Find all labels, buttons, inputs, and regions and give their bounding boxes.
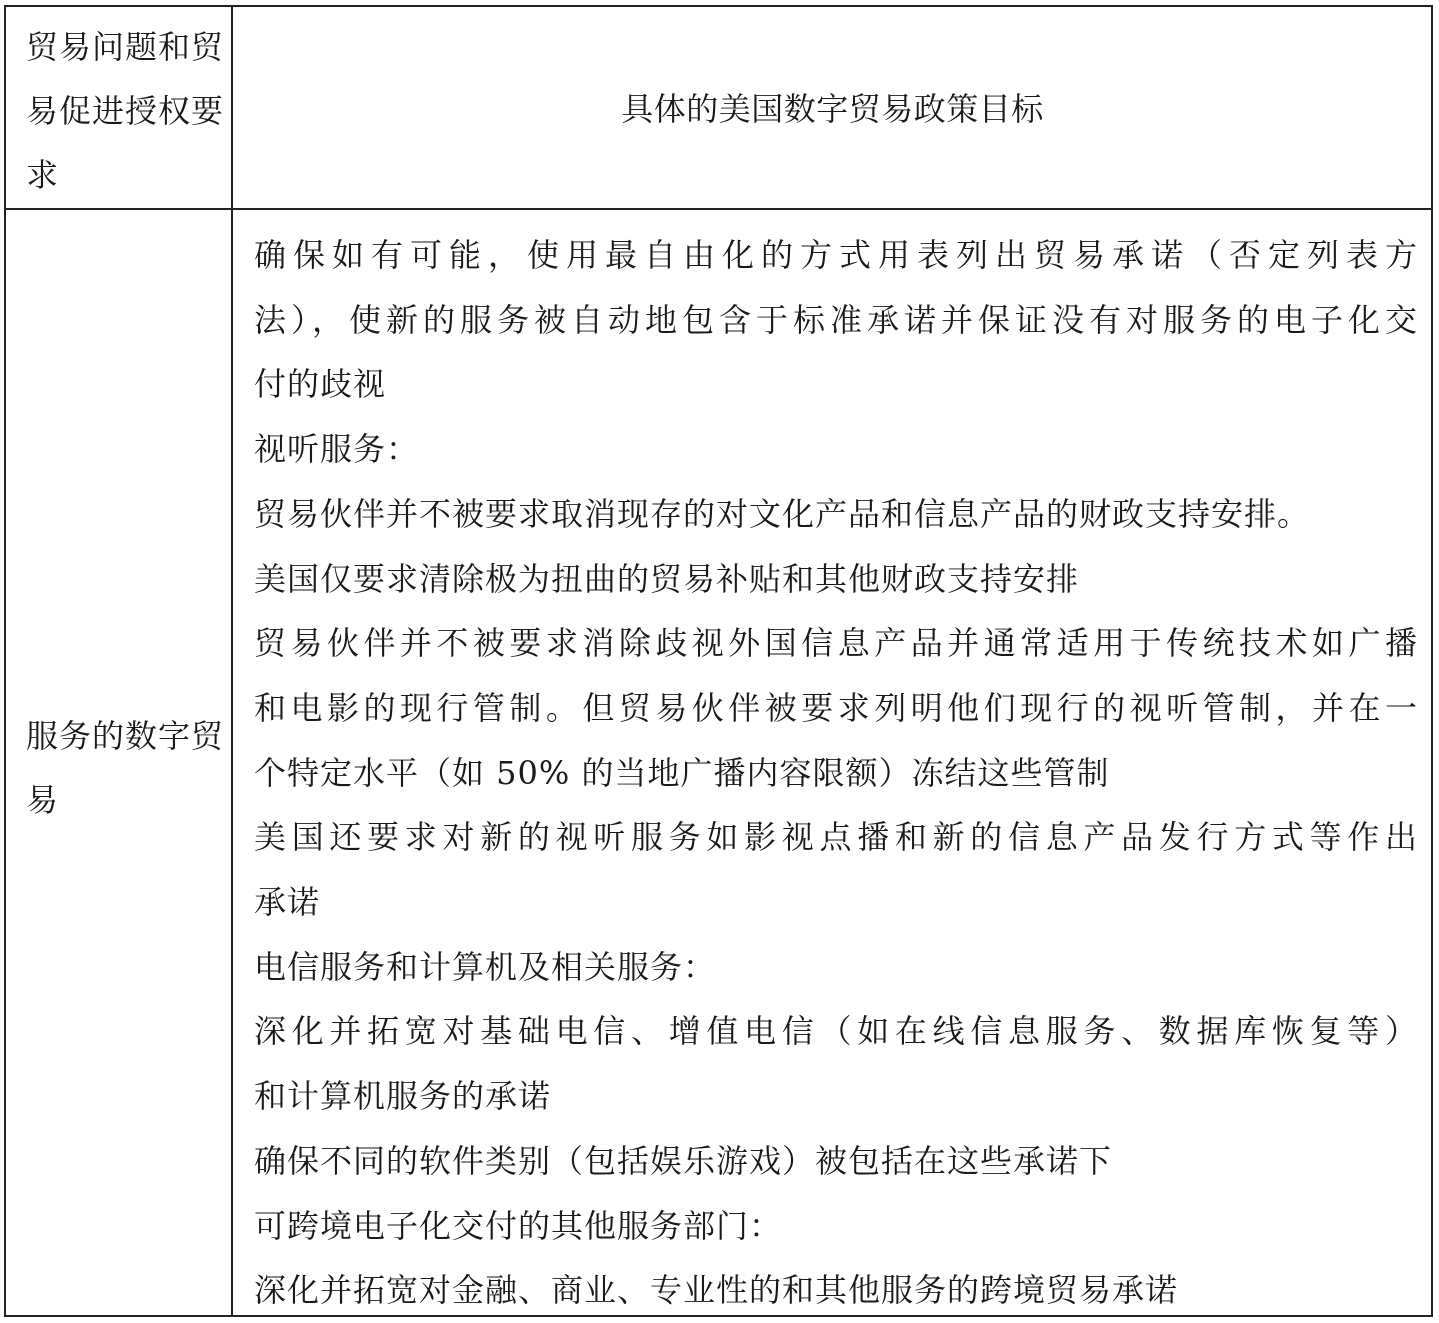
objective-line: 可跨境电子化交付的其他服务部门： (254, 1206, 783, 1245)
objective-line: 承诺 (254, 883, 321, 922)
objective-line: 和电影的现行管制。但贸易伙伴被要求列明他们现行的视听管制，并在一 (254, 688, 1418, 727)
column-divider (231, 7, 233, 1315)
objective-line: 贸易伙伴并不被要求消除歧视外国信息产品并通常适用于传统技术如广播 (254, 624, 1418, 663)
row-issue-label: 服务的数字贸易 (26, 717, 225, 819)
objective-line: 确保不同的软件类别（包括娱乐游戏）被包括在这些承诺下 (254, 1141, 1113, 1180)
objective-line: 美国仅要求清除极为扭曲的贸易补贴和其他财政支持安排 (254, 559, 1080, 598)
objective-line: 法），使新的服务被自动地包含于标准承诺并保证没有对服务的电子化交 (254, 300, 1418, 339)
objective-line: 个特定水平（如 50% 的当地广播内容限额）冻结这些管制 (254, 753, 1110, 792)
row-objectives-text (254, 223, 1418, 1323)
header-row-divider (6, 208, 1431, 210)
objective-line: 美国还要求对新的视听服务如影视点播和新的信息产品发行方式等作出 (254, 818, 1418, 857)
objective-line: 贸易伙伴并不被要求取消现存的对文化产品和信息产品的财政支持安排。 (254, 494, 1311, 533)
objective-line: 付的歧视 (254, 365, 387, 404)
header-trade-issue: 贸易问题和贸易促进授权要求 (26, 28, 225, 194)
objective-line: 深化并拓宽对金融、商业、专业性的和其他服务的跨境贸易承诺 (254, 1271, 1179, 1310)
policy-table (4, 5, 1433, 1317)
objective-line: 深化并拓宽对基础电信、增值电信（如在线信息服务、数据库恢复等） (254, 1012, 1418, 1051)
header-policy-objectives: 具体的美国数字贸易政策目标 (621, 90, 1044, 128)
objective-line: 视听服务： (254, 430, 420, 469)
objective-line: 和计算机服务的承诺 (254, 1077, 552, 1116)
objective-line: 电信服务和计算机及相关服务： (254, 947, 717, 986)
objective-line: 确保如有可能，使用最自由化的方式用表列出贸易承诺（否定列表方 (254, 236, 1418, 274)
